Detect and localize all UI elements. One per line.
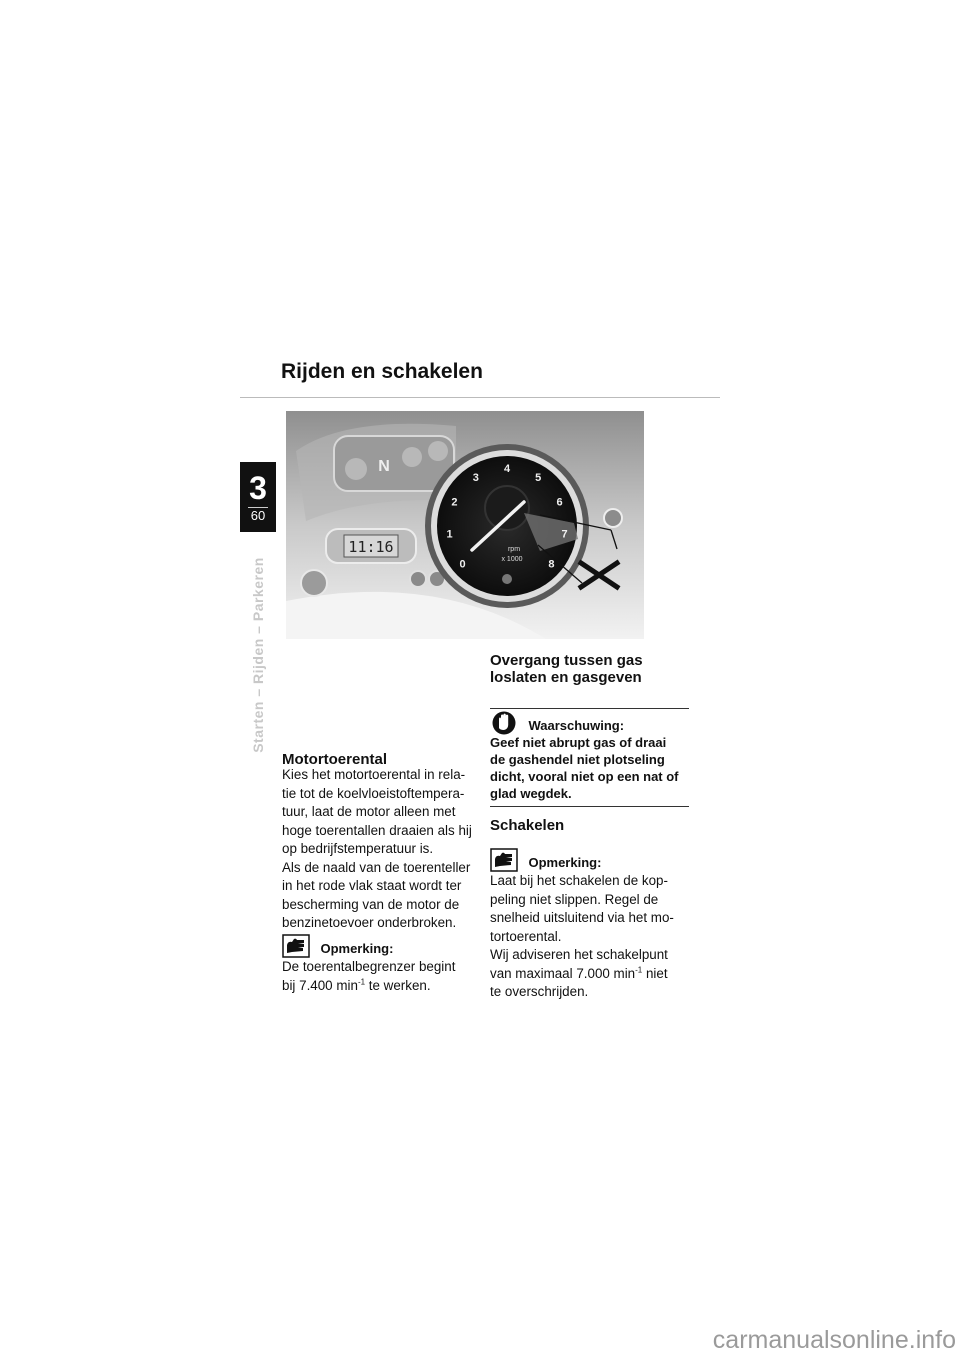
paragraph-line: Kies het motortoerental in rela- <box>282 767 466 782</box>
instrument-cluster-illustration <box>286 411 644 639</box>
indicator-light-1 <box>410 571 426 587</box>
heading-line: loslaten en gasgeven <box>490 669 642 687</box>
heading-line: Overgang tussen gas <box>490 652 643 669</box>
note-text-line: Laat bij het schakelen de kop- <box>490 873 668 888</box>
right-button <box>604 509 622 527</box>
tacho-tick-label: 0 <box>459 558 466 571</box>
paragraph-line: bescherming van de motor de <box>282 896 460 912</box>
warning-block <box>490 708 689 807</box>
clock-display <box>326 529 416 563</box>
oil-icon <box>402 447 422 467</box>
motortoerental-text <box>282 766 480 933</box>
tacho-tick-label: 2 <box>451 496 458 509</box>
tacho-tick-label: 6 <box>556 496 563 509</box>
warning-hand-icon <box>490 709 518 735</box>
side-chapter-label <box>240 545 276 765</box>
tacho-tick-label: 3 <box>472 472 479 485</box>
note-text-line: van maximaal 7.000 $\min^{-1}$ niet <box>490 965 668 981</box>
note-text-line: Wij adviseren het schakelpunt <box>490 947 668 962</box>
tacho-tick-label: 5 <box>535 472 542 485</box>
clock-time: 11:16 <box>348 538 394 556</box>
tacho-tick-label: 8 <box>548 558 555 571</box>
section-heading-gas-transition <box>490 652 690 687</box>
chapter-number: 3 <box>249 470 267 506</box>
note-label: Opmerking: <box>320 941 394 956</box>
rpm-label: rpm <box>507 546 521 553</box>
note-hand-icon <box>282 934 310 958</box>
left-button <box>301 570 327 596</box>
tachometer <box>425 444 589 608</box>
note-block-shifting <box>490 848 690 1002</box>
note-text-line: bij 7.400 $\min^{-1}$ te werken. <box>282 977 431 993</box>
section-heading-schakelen: Schakelen <box>490 817 565 834</box>
title-divider <box>240 397 720 398</box>
page-number: 60 <box>250 508 266 523</box>
fuel-icon <box>345 458 367 480</box>
tacho-tick-label: 4 <box>503 463 511 475</box>
watermark: carmanualsonline.info <box>712 1326 956 1354</box>
warning-label: Waarschuwing: <box>528 718 625 733</box>
note-hand-icon <box>490 848 518 872</box>
note-text-line: peling niet slippen. Regel de <box>490 891 659 907</box>
paragraph-line: benzinetoevoer onderbroken. <box>282 915 457 930</box>
note-text-line: te overschrijden. <box>490 984 589 999</box>
paragraph-line: tuur, laat de motor alleen met <box>282 804 456 819</box>
note-block-rev-limiter <box>282 934 480 995</box>
paragraph-line: tie tot de koelvloeistoftempera- <box>282 785 465 801</box>
note-label: Opmerking: <box>528 855 602 870</box>
logo-badge <box>502 574 512 584</box>
side-chapter-label-text: Starten – Rijden – Parkeren <box>250 557 266 753</box>
paragraph-line: in het rode vlak staat wordt ter <box>282 878 462 893</box>
note-text-line: tortoerental. <box>490 928 562 944</box>
neutral-indicator: N <box>378 458 390 475</box>
rpm-scale-label: x 1000 <box>501 556 523 563</box>
paragraph-line: hoge toerentallen draaien als hij <box>282 822 472 838</box>
page-title: Rijden en schakelen <box>281 360 483 383</box>
warning-text: Geef niet abrupt gas of draai de gashendel niet plotseling dicht, vooral niet op een nat of glad wegdek. <box>490 735 679 801</box>
section-heading-motortoerental: Motortoerental <box>282 751 387 768</box>
tacho-tick-label: 1 <box>446 528 453 541</box>
warning-lights <box>334 436 454 491</box>
paragraph-line: op bedrijfstemperatuur is. <box>282 841 434 856</box>
temperature-icon <box>428 441 448 461</box>
tacho-tick-label: 7 <box>561 528 568 541</box>
note-text-line: snelheid uitsluitend via het mo- <box>490 910 674 925</box>
paragraph-line: Als de naald van de toerenteller <box>282 859 471 875</box>
note-text-line: De toerentalbegrenzer begint <box>282 959 456 974</box>
